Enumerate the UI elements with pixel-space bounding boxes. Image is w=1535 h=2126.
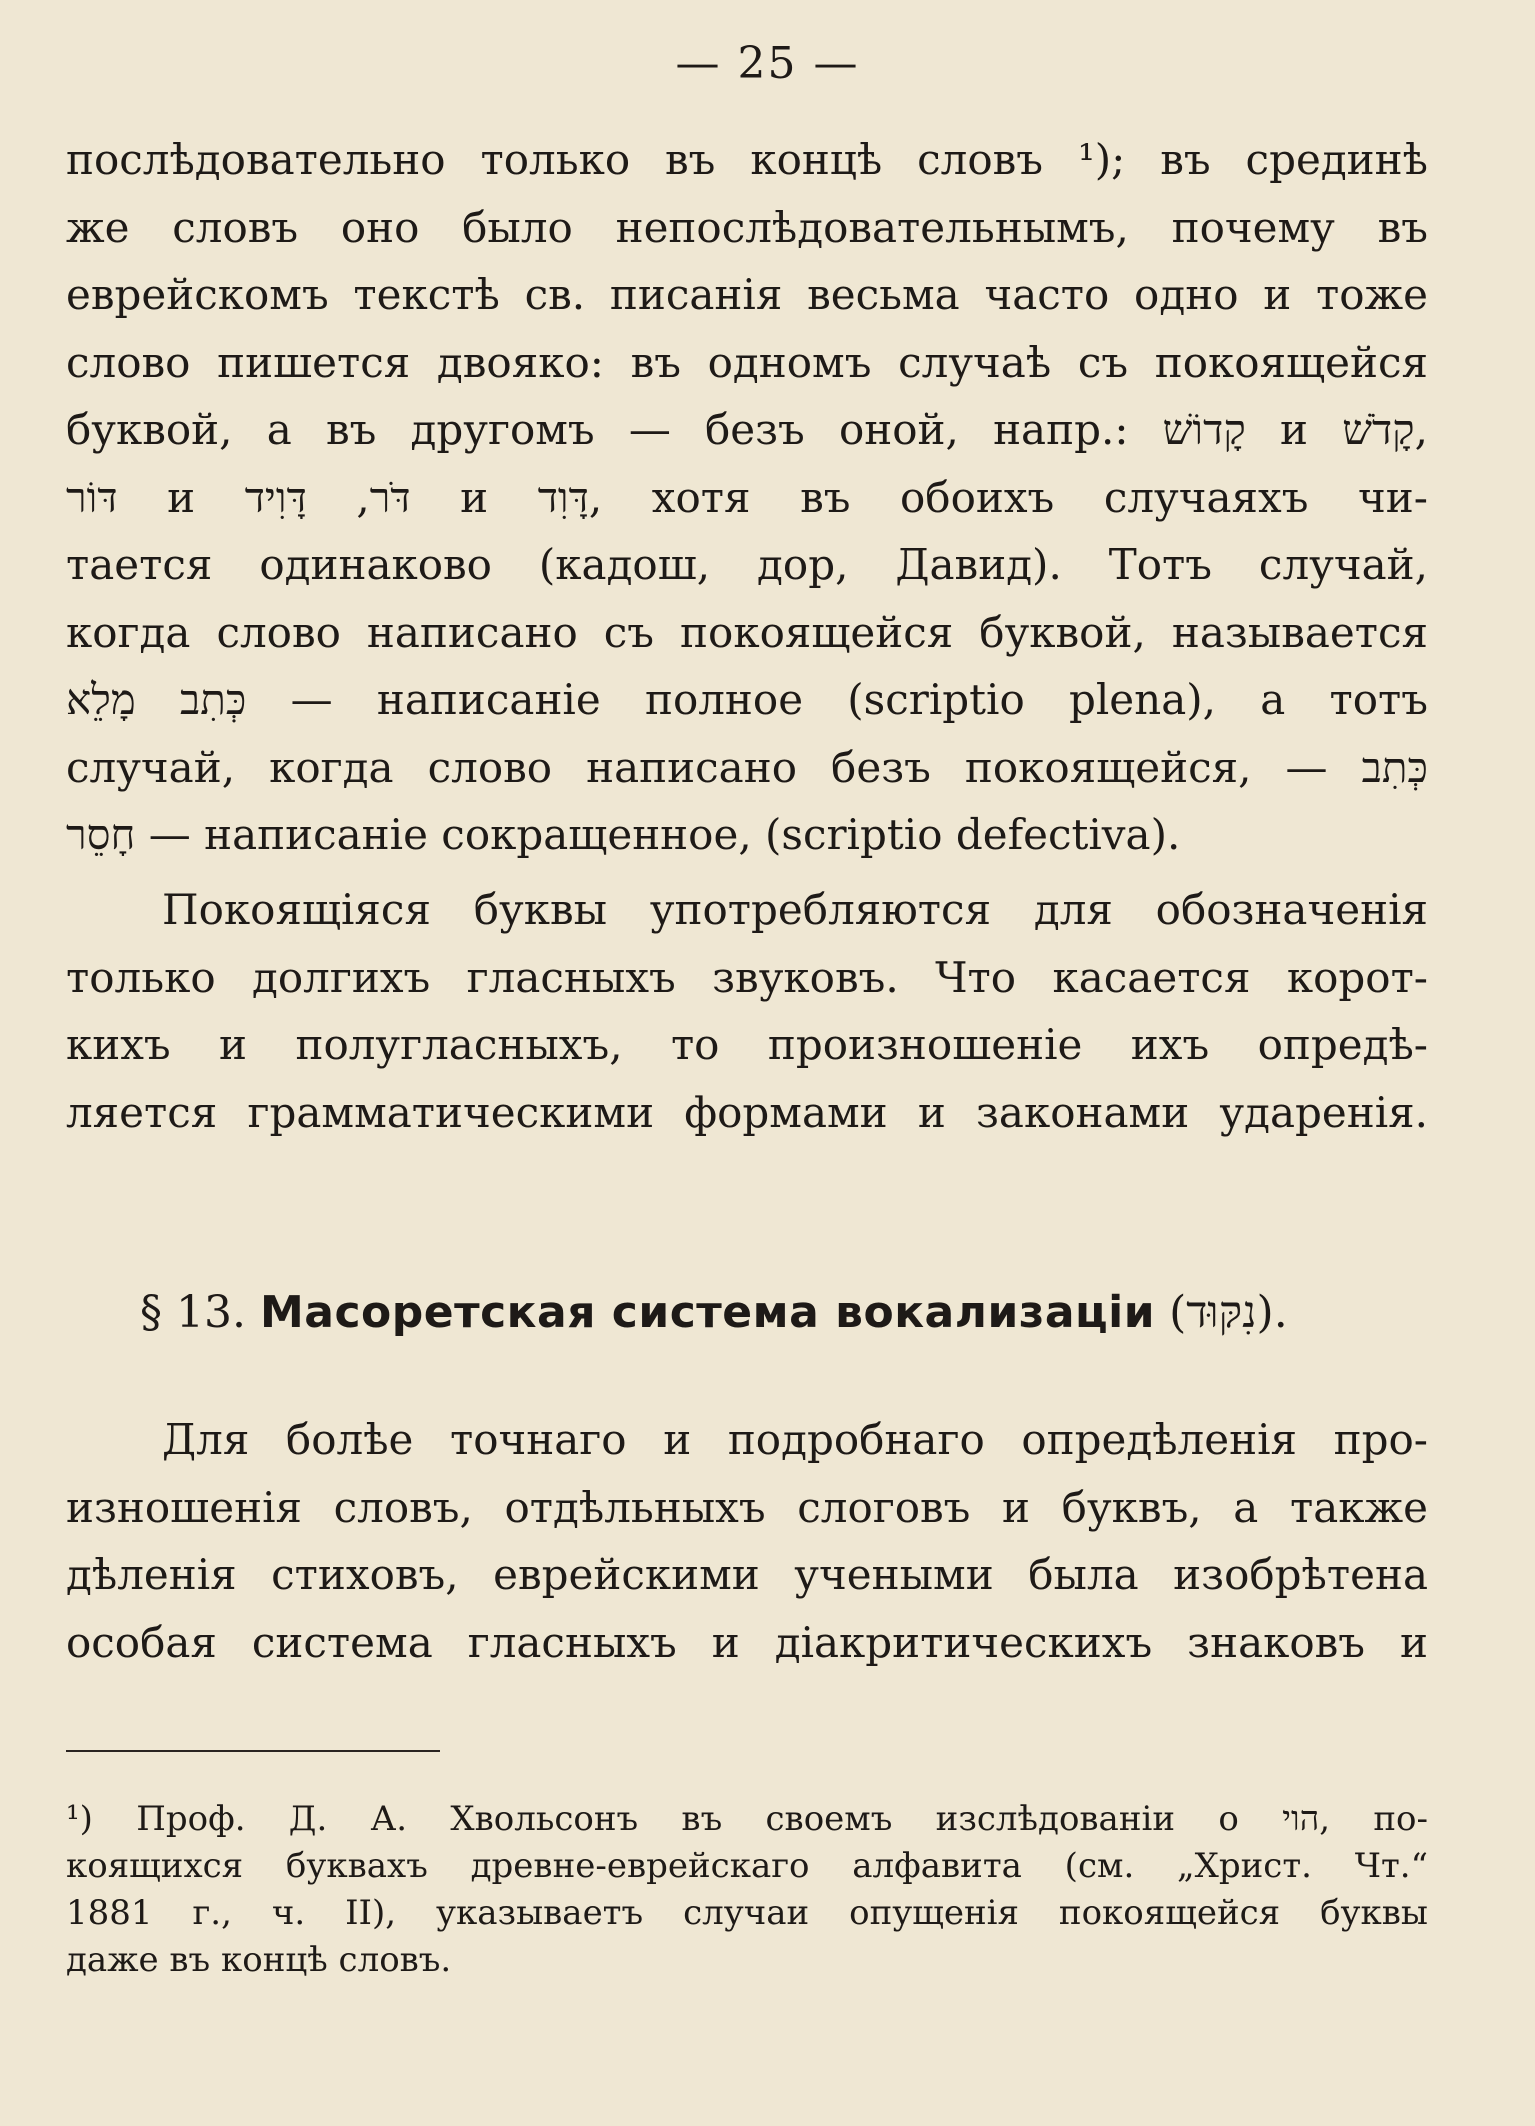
text-line: когда слово написано съ покоящейся буквой, называется [66, 607, 1428, 657]
paragraph-1 [66, 126, 1428, 869]
text-line: ляется грамматическими формами и законами ударенія. [66, 1087, 1428, 1137]
text-line: особая система гласныхъ и діакритическихъ знаковъ и [66, 1617, 1428, 1667]
text-line: Для болѣе точнаго и подробнаго опредѣленія про- [162, 1415, 1428, 1464]
footnote [66, 1796, 1428, 1984]
footnote-divider [66, 1750, 440, 1752]
text-line: חָסֵר — написаніе сокращенное, (scriptio defectiva). [66, 810, 1181, 859]
text-line: же словъ оно было непослѣдовательнымъ, почему въ [66, 202, 1428, 252]
text-line: изношенія словъ, отдѣльныхъ слоговъ и буквъ, а также [66, 1482, 1428, 1532]
section-number: § 13. [140, 1287, 246, 1338]
text-line: тается одинаково (кадош, дор, Давид). Тотъ случай, [66, 540, 1428, 589]
footnote-line: ¹) Проф. Д. А. Хвольсонъ въ своемъ изслѣдованіи о הוי, по- [66, 1799, 1428, 1839]
footnote-line: коящихся буквахъ древне-еврейскаго алфавита (см. „Христ. Чт.“ [66, 1846, 1428, 1886]
section-title: Масоретская система вокализаціи [259, 1287, 1156, 1338]
text-line: Покоящіяся буквы употребляются для обозначенія [162, 885, 1428, 934]
text-line: буквой, а въ другомъ — безъ оной, напр.: קָדוֹשׁ и קָדֹשׁ, [66, 405, 1428, 454]
text-line: случай, когда слово написано безъ покоящейся, — כְּתִב [66, 742, 1428, 792]
footnote-line: даже въ концѣ словъ. [66, 1940, 452, 1980]
section-heading [140, 1278, 1440, 1348]
paragraph-3 [66, 1406, 1428, 1676]
page-number: — 25 — [675, 38, 860, 89]
text-line: דּוֹר и דֹּר, דָּוִיד и דָּוִד, хотя въ обоихъ случаяхъ чи- [66, 472, 1428, 522]
footnote-line: 1881 г., ч. II), указываетъ случаи опущенія покоящейся буквы [66, 1893, 1428, 1933]
text-line: еврейскомъ текстѣ св. писанія весьма часто одно и тоже [66, 270, 1428, 319]
text-line: кихъ и полугласныхъ, то произношеніе ихъ опредѣ- [66, 1020, 1428, 1069]
text-line: только долгихъ гласныхъ звуковъ. Что касается корот- [66, 952, 1428, 1002]
text-line: слово пишется двояко: въ одномъ случаѣ съ покоящейся [66, 337, 1428, 387]
section-hebrew: (נִקּוּד). [1169, 1287, 1288, 1338]
text-line: дѣленія стиховъ, еврейскими учеными была изобрѣтена [66, 1550, 1428, 1599]
text-line: послѣдовательно только въ концѣ словъ ¹); въ срединѣ [66, 135, 1428, 184]
text-line: כְּתִב מָלֵא — написаніе полное (scriptio plena), а тотъ [66, 675, 1428, 724]
paragraph-2 [66, 876, 1428, 1146]
